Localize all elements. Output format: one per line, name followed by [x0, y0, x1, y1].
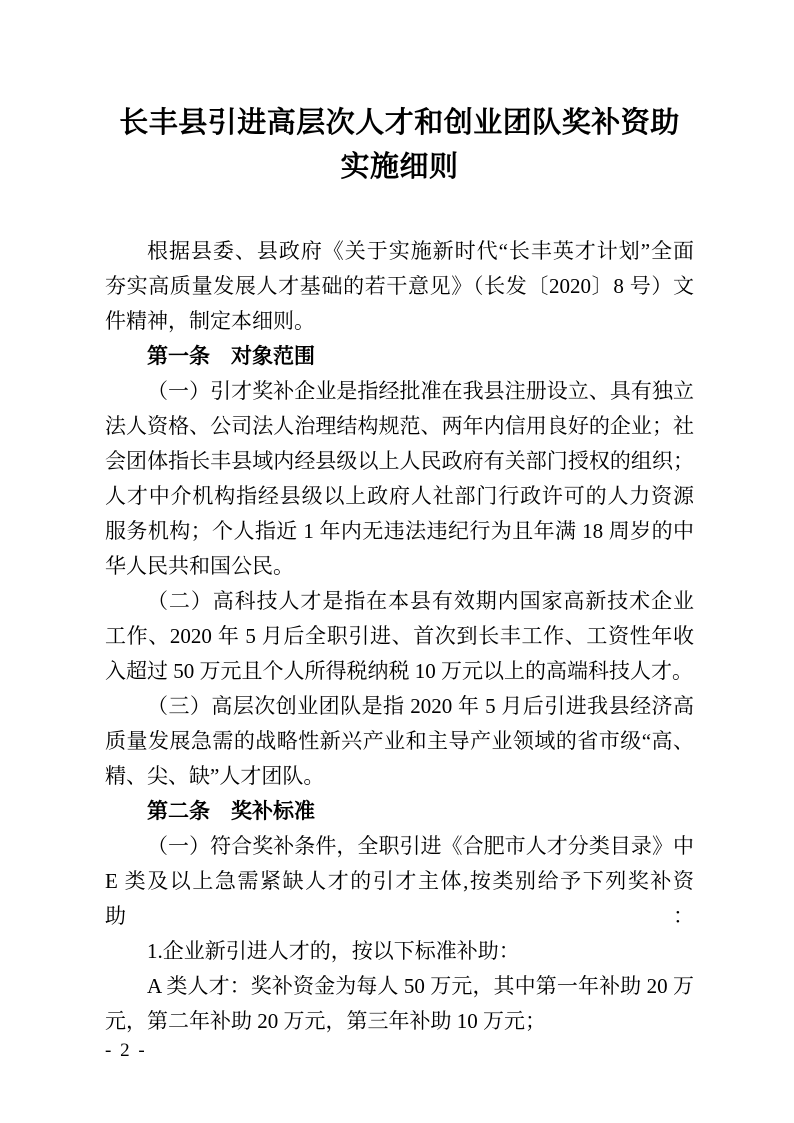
clause-1-line-6: 华人民共和国公民。: [105, 554, 294, 578]
clause-1-line-5: 服务机构；个人指近 1 年内无违法违纪行为且年满 18 周岁的中: [105, 519, 694, 543]
clause-2-line-3: 入超过 50 万元且个人所得税纳税 10 万元以上的高端科技人才。: [105, 659, 693, 683]
clause-3-line-1: （三）高层次创业团队是指 2020 年 5 月后引进我县经济高: [147, 694, 694, 718]
clause-1-line-1: （一）引才奖补企业是指经批准在我县注册设立、具有独立: [147, 379, 694, 403]
document-content: [105, 0, 694, 1039]
paragraph-intro-line-2: 夯实高质量发展人才基础的若干意见》（长发〔2020〕8 号）文: [105, 274, 694, 298]
clause-1-line-3: 会团体指长丰县域内经县级以上人民政府有关部门授权的组织；: [105, 449, 694, 473]
clause-3-line-3: 精、尖、缺”人才团队。: [105, 764, 325, 788]
article2-clause-1-line-1: （一）符合奖补条件，全职引进《合肥市人才分类目录》中: [147, 834, 694, 858]
article2-class-a-line-2: 元，第二年补助 20 万元，第三年补助 10 万元；: [105, 1009, 546, 1033]
section-heading-article-2: 第二条 奖补标准: [147, 800, 315, 823]
paragraph-intro-line-1: 根据县委、县政府《关于实施新时代“长丰英才计划”全面: [147, 239, 694, 263]
article2-item-1-line-1: 1.企业新引进人才的，按以下标准补助：: [147, 939, 520, 963]
clause-1-line-4: 人才中介机构指经县级以上政府人社部门行政许可的人力资源: [105, 484, 694, 508]
page-number: - 2 -: [105, 1040, 147, 1061]
section-heading-article-1: 第一条 对象范围: [147, 345, 315, 368]
paragraph-intro-line-3: 件精神，制定本细则。: [105, 309, 315, 333]
clause-2-line-2: 工作、2020 年 5 月后全职引进、首次到长丰工作、工资性年收: [105, 624, 694, 648]
title-line-2: 实施细则: [340, 151, 459, 183]
document-body: [105, 234, 694, 1039]
title-line-1: 长丰县引进高层次人才和创业团队奖补资助: [119, 107, 680, 139]
clause-3-line-2: 质量发展急需的战略性新兴产业和主导产业领域的省市级“高、: [105, 729, 694, 753]
clause-2-line-1: （二）高科技人才是指在本县有效期内国家高新技术企业: [147, 589, 694, 613]
clause-1-line-2: 法人资格、公司法人治理结构规范、两年内信用良好的企业；社: [105, 414, 694, 438]
document-title: [105, 0, 694, 189]
article2-clause-1-line-2: E 类及以上急需紧缺人才的引才主体,按类别给予下列奖补资助：: [105, 869, 694, 928]
article2-class-a-line-1: A 类人才：奖补资金为每人 50 万元，其中第一年补助 20 万: [147, 974, 694, 998]
